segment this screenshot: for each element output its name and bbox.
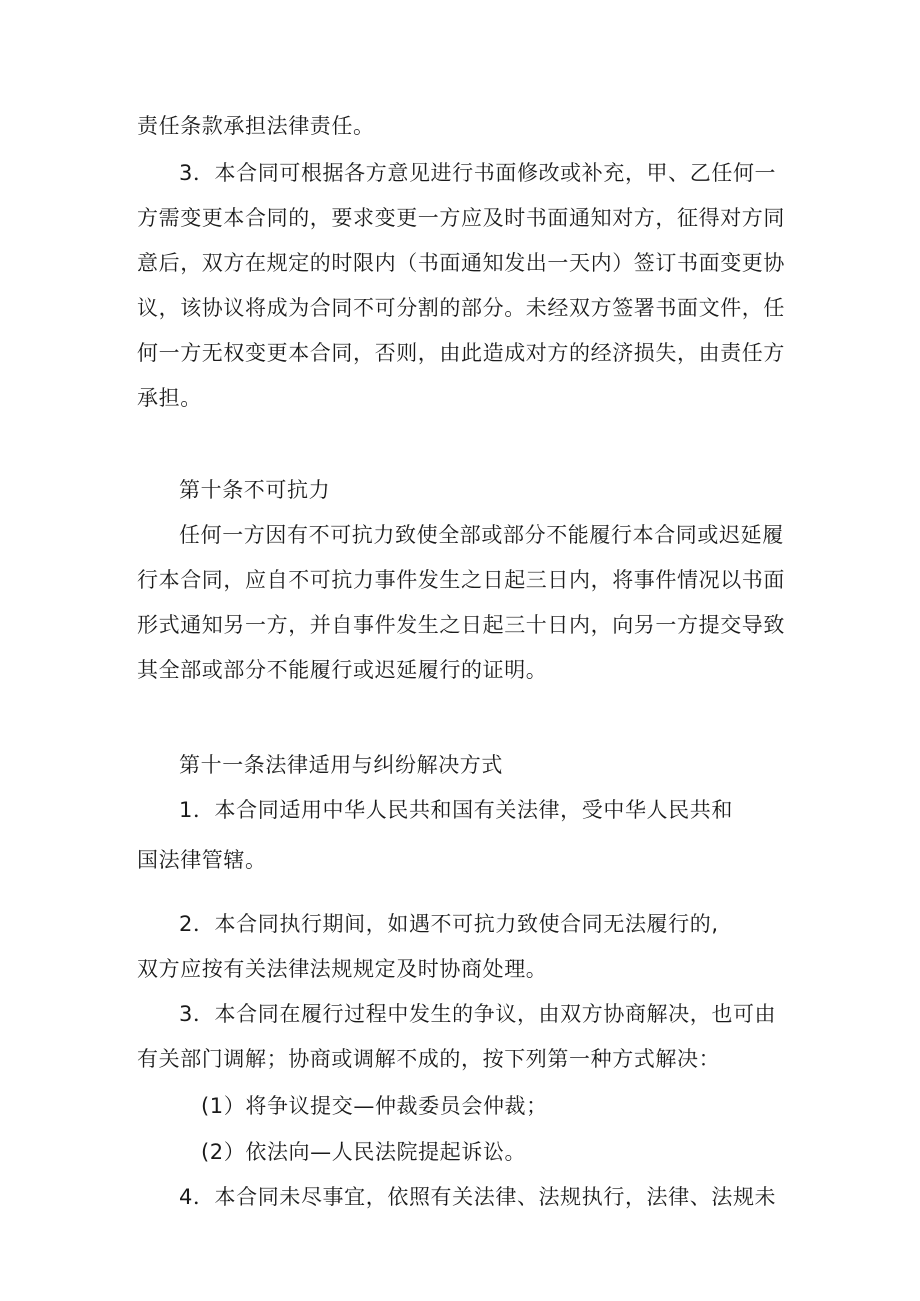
paragraph-line: 承担。	[137, 386, 202, 410]
paragraph-line: 形式通知另一方，并自事件发生之日起三十日内，向另一方提交导致	[137, 613, 785, 637]
paragraph-line: 其全部或部分不能履行或迟延履行的证明。	[137, 658, 548, 682]
clause-4-item: 4．本合同未尽事宜，依照有关法律、法规执行，法律、法规未	[179, 1185, 777, 1209]
paragraph-line: 议，该协议将成为合同不可分割的部分。未经双方签署书面文件，任	[137, 296, 785, 320]
paragraph-line: 行本合同，应自不可抗力事件发生之日起三日内，将事件情况以书面	[137, 568, 785, 592]
section-heading-article-10: 第十条不可抗力	[179, 478, 331, 502]
clause-3-item: 3．本合同可根据各方意见进行书面修改或补充，甲、乙任何一	[179, 161, 777, 185]
paragraph-line: 双方应按有关法律法规规定及时协商处理。	[137, 957, 548, 981]
paragraph-line: 任何一方因有不可抗力致使全部或部分不能履行本合同或迟延履	[179, 523, 784, 547]
paragraph-line: 责任条款承担法律责任。	[137, 114, 375, 138]
paragraph-line: 有关部门调解；协商或调解不成的，按下列第一种方式解决：	[137, 1047, 721, 1071]
clause-2-item: 2．本合同执行期间，如遇不可抗力致使合同无法履行的,	[179, 912, 719, 936]
paragraph-line: 何一方无权变更本合同，否则，由此造成对方的经济损失，由责任方	[137, 341, 785, 365]
clause-1-item: 1．本合同适用中华人民共和国有关法律，受中华人民共和	[179, 798, 733, 822]
paragraph-line: 国法律管辖。	[137, 848, 267, 872]
option-2-item: (2）依法向—人民法院提起诉讼。	[201, 1140, 527, 1164]
paragraph-line: 方需变更本合同的，要求变更一方应及时书面通知对方，征得对方同	[137, 206, 785, 230]
paragraph-line: 意后，双方在规定的时限内（书面通知发出一天内）签订书面变更协	[137, 251, 785, 275]
option-1-item: (1）将争议提交—仲裁委员会仲裁；	[201, 1094, 548, 1118]
clause-3-item: 3．本合同在履行过程中发生的争议，由双方协商解决，也可由	[179, 1002, 777, 1026]
section-heading-article-11: 第十一条法律适用与纠纷解决方式	[179, 753, 503, 777]
